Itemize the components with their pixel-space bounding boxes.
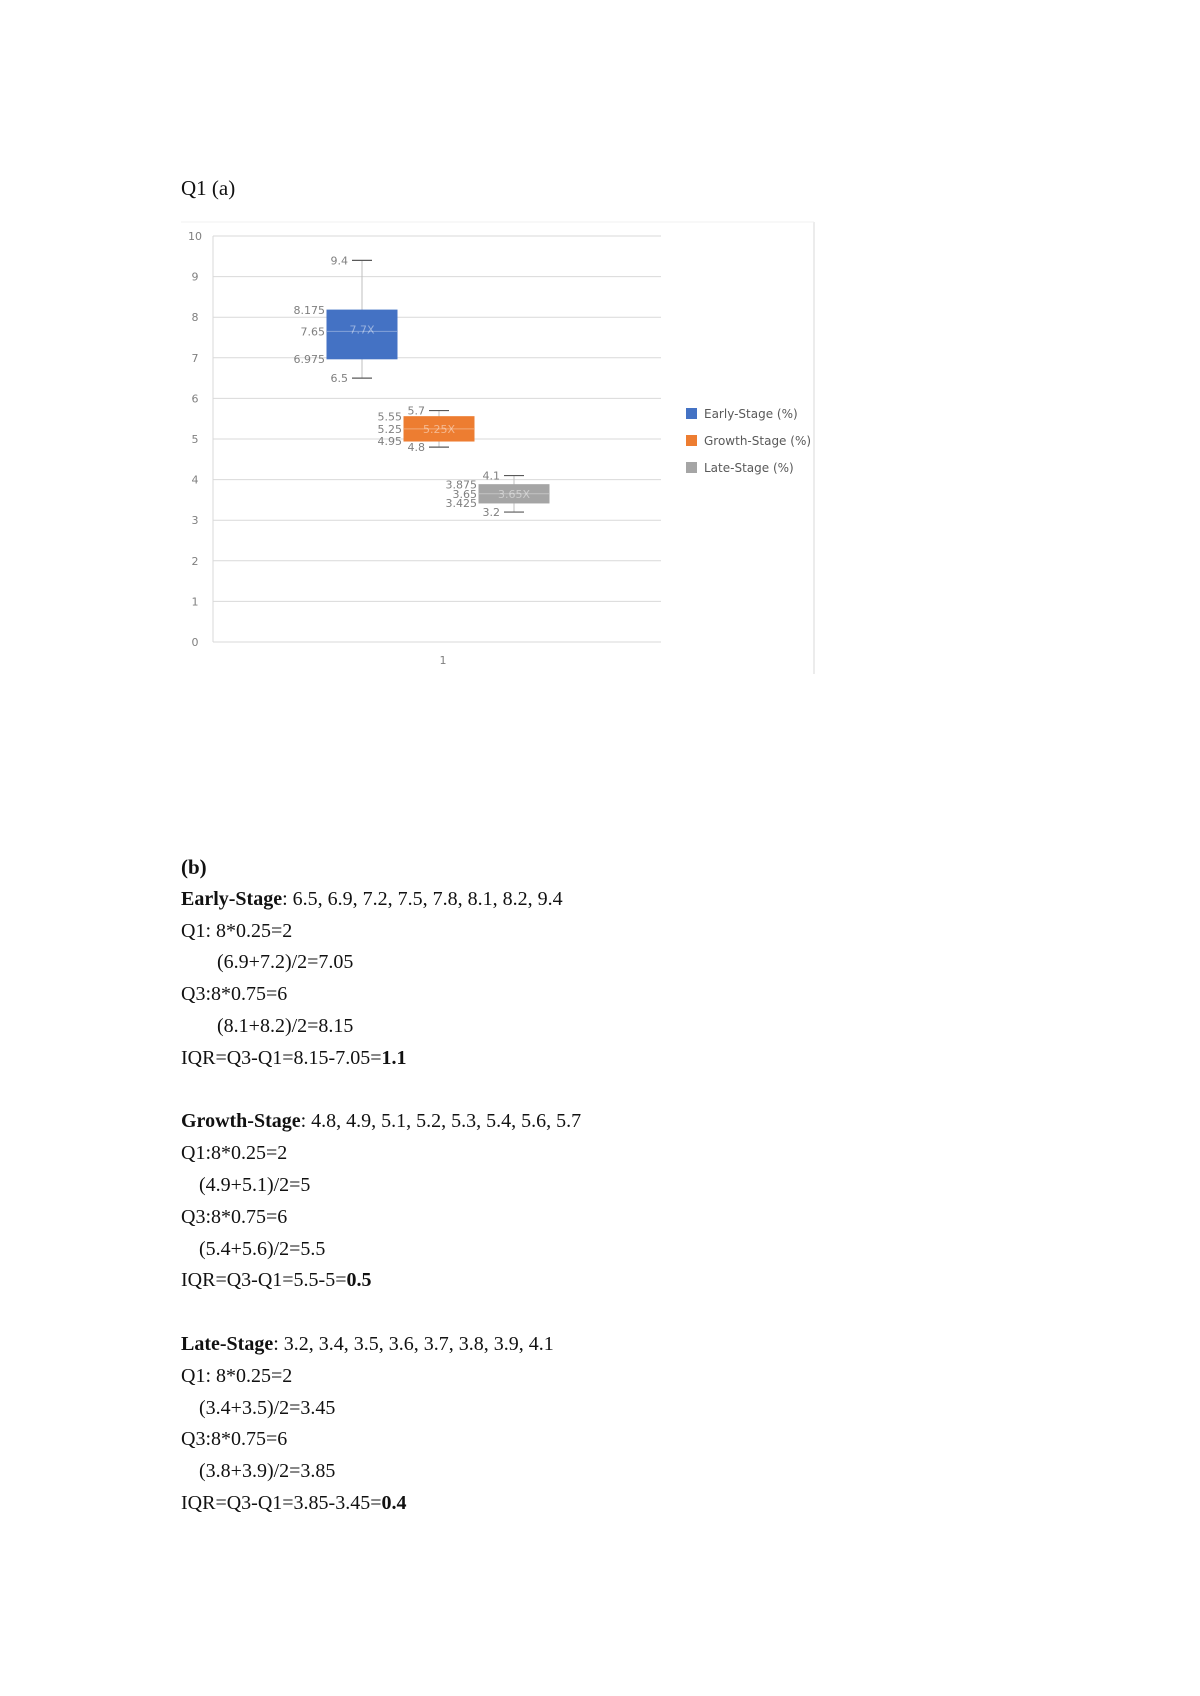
early-data-values: : 6.5, 6.9, 7.2, 7.5, 7.8, 8.1, 8.2, 9.4	[282, 887, 563, 910]
spacer	[181, 1075, 1081, 1107]
x-tick-label: 1	[439, 654, 447, 667]
boxplot-svg	[181, 218, 821, 678]
label-median: 3.65	[452, 487, 477, 501]
early-iqr-prefix: IQR=Q3-Q1=8.15-7.05=	[181, 1046, 382, 1069]
late-q1-calc: (3.4+3.5)/2=3.45	[199, 1396, 336, 1419]
y-tick-label: 10	[188, 230, 202, 243]
label-mean: 3.65X	[497, 487, 531, 501]
label-q1: 4.95	[377, 435, 402, 449]
label-q3: 3.875	[445, 478, 477, 492]
y-tick-label: 7	[191, 351, 199, 365]
late-q3-calc: (3.8+3.9)/2=3.85	[199, 1460, 336, 1483]
label-min: 4.8	[407, 441, 425, 455]
early-q1-calc: (6.9+7.2)/2=7.05	[217, 951, 354, 974]
part-b-section	[181, 852, 1081, 1520]
late-stage-name: Late-Stage	[181, 1332, 274, 1355]
growth-iqr-prefix: IQR=Q3-Q1=5.5-5=	[181, 1269, 347, 1292]
label-median: 5.25	[377, 422, 402, 436]
late-iqr-value: 0.4	[381, 1491, 407, 1514]
label-q1: 6.975	[293, 352, 325, 366]
question-label: Q1 (a)	[181, 176, 236, 200]
boxplot-chart	[181, 218, 821, 678]
early-stage-name: Early-Stage	[181, 887, 283, 910]
legend-swatch	[686, 408, 697, 419]
y-tick-label: 5	[191, 433, 199, 446]
legend-label: Early-Stage (%)	[704, 407, 798, 421]
growth-q1-calc: (4.9+5.1)/2=5	[199, 1173, 311, 1196]
late-data-line	[181, 1329, 1081, 1361]
y-tick-label: 9	[191, 270, 199, 284]
label-q1: 3.425	[445, 496, 477, 510]
y-tick-label: 8	[191, 311, 199, 325]
growth-q3-calc: (5.4+5.6)/2=5.5	[199, 1237, 326, 1260]
legend-swatch	[686, 462, 697, 473]
early-data-line	[181, 884, 1081, 916]
early-iqr-value: 1.1	[381, 1046, 407, 1069]
legend-label: Late-Stage (%)	[704, 461, 794, 475]
growth-q3-line: Q3:8*0.75=6	[181, 1205, 288, 1228]
early-q1-line: Q1: 8*0.25=2	[181, 919, 293, 942]
growth-iqr-line	[181, 1265, 1081, 1297]
growth-data-line	[181, 1106, 1081, 1138]
growth-data-values: : 4.8, 4.9, 5.1, 5.2, 5.3, 5.4, 5.6, 5.7	[300, 1110, 582, 1133]
y-tick-label: 4	[191, 473, 199, 487]
y-tick-label: 0	[191, 636, 199, 649]
label-q3: 5.55	[377, 410, 402, 424]
label-min: 3.2	[482, 506, 500, 520]
label-min: 6.5	[330, 372, 348, 386]
early-q3-line: Q3:8*0.75=6	[181, 983, 288, 1006]
spacer	[181, 1297, 1081, 1329]
y-tick-label: 1	[191, 595, 199, 609]
y-tick-label: 6	[191, 392, 199, 406]
label-mean: 5.25X	[422, 422, 456, 436]
legend-swatch	[686, 435, 697, 446]
part-b-heading: (b)	[181, 855, 207, 879]
early-q3-calc: (8.1+8.2)/2=8.15	[217, 1014, 354, 1037]
late-q3-line: Q3:8*0.75=6	[181, 1428, 288, 1451]
late-q1-line: Q1: 8*0.25=2	[181, 1364, 293, 1387]
label-q3: 8.175	[293, 304, 325, 318]
late-data-values: : 3.2, 3.4, 3.5, 3.6, 3.7, 3.8, 3.9, 4.1	[273, 1332, 554, 1355]
late-iqr-prefix: IQR=Q3-Q1=3.85-3.45=	[181, 1491, 382, 1514]
growth-iqr-value: 0.5	[346, 1269, 372, 1292]
label-mean: 7.7X	[349, 323, 375, 337]
y-tick-label: 3	[191, 514, 199, 528]
y-tick-label: 2	[191, 554, 199, 568]
growth-q1-line: Q1:8*0.25=2	[181, 1142, 288, 1165]
early-iqr-line	[181, 1043, 1081, 1075]
label-median: 7.65	[300, 325, 325, 339]
label-max: 5.7	[407, 404, 425, 418]
legend-label: Growth-Stage (%)	[704, 434, 812, 448]
growth-stage-name: Growth-Stage	[181, 1110, 301, 1133]
late-iqr-line	[181, 1488, 1081, 1520]
label-max: 9.4	[330, 254, 348, 268]
label-max: 4.1	[482, 469, 500, 483]
